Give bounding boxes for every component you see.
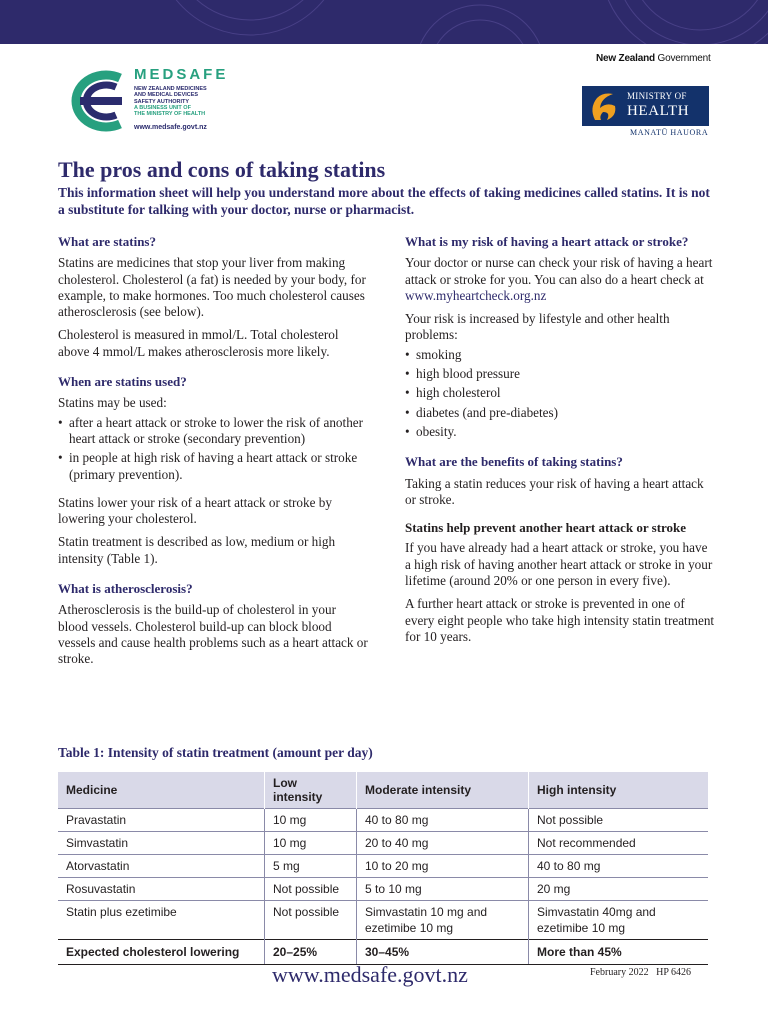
bullet-list [58,415,368,483]
table-row [58,878,708,901]
paragraph: Your risk is increased by lifestyle and other health problems: [405,311,670,343]
table-cell: Atorvastatin [58,855,265,878]
paragraph: Cholesterol is measured in mmol/L. Total cholesterol above 4 mmol/L makes atherosclerosis more likely. [58,327,339,359]
benefits-heading: What are the benefits of taking statins? [405,454,623,470]
table-cell: Simvastatin 10 mg and ezetimibe 10 mg [357,901,529,940]
table-cell: Statin plus ezetimibe [58,901,265,940]
myheartcheck-link[interactable]: www.myheartcheck.org.nz [405,287,547,303]
paragraph: Statins may be used: [58,395,167,411]
paragraph: A further heart attack or stroke is prevented in one of every eight people who take high intensity statin treatment for 10 years. [405,596,715,644]
table-cell: 10 mg [265,832,357,855]
intro-text: This information sheet will help you understand more about the effects of taking medicines called statins. It is not a substitute for talking with your doctor, nurse or pharmacist. [58,185,710,217]
table-cell: 20–25% [265,940,357,965]
table-cell: Simvastatin [58,832,265,855]
right-column [405,234,715,652]
table-cell: 20 to 40 mg [357,832,529,855]
table-cell: Pravastatin [58,809,265,832]
prevent-subheading: Statins help prevent another heart attack or stroke [405,520,687,536]
bullet-list [405,347,715,440]
column-header: High intensity [529,772,709,809]
table-row [58,855,708,878]
paragraph: Your doctor or nurse can check your risk of having a heart attack or stroke for you. You can also do a heart check at www.myheartcheck.org.nz [405,255,713,303]
list-item: • high cholesterol [405,385,715,401]
column-header: Low intensity [265,772,357,809]
list-item: • smoking [405,347,715,363]
left-column [58,234,368,675]
table-footer-row [58,940,708,965]
paragraph: Statins are medicines that stop your liver from making cholesterol. Cholesterol (a fat) is needed by your body, for example, to make hormones. Too much cholesterol causes atherosclerosis (see below). [58,255,366,320]
list-item: • obesity. [405,424,715,440]
table-cell: More than 45% [529,940,709,965]
table-cell: 30–45% [357,940,529,965]
medsafe-subtitle: NEW ZEALAND MEDICINES AND MEDICAL DEVICES SAFETY AUTHORITY A BUSINESS UNIT OF THE MINISTRY OF HEALTH [134,86,207,118]
table-row [58,809,708,832]
table-cell: Simvastatin 40mg and ezetimibe 10 mg [529,901,709,940]
table-row [58,832,708,855]
table-title: Table 1: Intensity of statin treatment (amount per day) [58,745,373,760]
table-row [58,901,708,940]
risk-heading: What is my risk of having a heart attack or stroke? [405,234,689,249]
banner-swirl-decoration [0,0,768,44]
table-cell: Expected cholesterol lowering [58,940,265,965]
medsafe-wordmark: MEDSAFE [134,66,229,83]
footer-url-link[interactable]: www.medsafe.govt.nz [272,962,468,987]
paragraph: Taking a statin reduces your risk of having a heart attack or stroke. [405,475,704,507]
list-item: • in people at high risk of having a heart attack or stroke (primary prevention). [58,450,368,483]
table-cell: Not recommended [529,832,709,855]
header-banner [0,0,768,44]
table-cell: 20 mg [529,878,709,901]
when-are-statins-used-heading: When are statins used? [58,374,187,390]
atherosclerosis-heading: What is atherosclerosis? [58,581,193,597]
footer-code: HP 6426 [656,967,692,978]
table-cell: Rosuvastatin [58,878,265,901]
table-cell: 5 to 10 mg [357,878,529,901]
what-are-statins-heading: What are statins? [58,234,156,249]
table-cell: 10 mg [265,809,357,832]
list-item: • high blood pressure [405,366,715,382]
nz-government-logo: New Zealand Government [596,53,711,64]
footer-meta [590,967,691,978]
table-cell: Not possible [529,809,709,832]
column-header: Medicine [58,772,265,809]
table-cell: Not possible [265,878,357,901]
moh-line2: HEALTH [627,103,690,119]
medsafe-logo[interactable] [60,66,260,136]
table-cell: 10 to 20 mg [357,855,529,878]
column-header: Moderate intensity [357,772,529,809]
ministry-emblem-icon [587,90,621,122]
table-cell: Not possible [265,901,357,940]
page-title: The pros and cons of taking statins [58,157,386,182]
table-cell: 40 to 80 mg [357,809,529,832]
list-item: • diabetes (and pre-diabetes) [405,405,715,421]
statin-intensity-table [58,772,708,965]
medsafe-emblem-icon [60,70,132,132]
paragraph: Atherosclerosis is the build-up of cholesterol in your blood vessels. Cholesterol build-up can block blood vessels and cause health problems such as a heart attack or stroke. [58,602,368,667]
medsafe-url[interactable]: www.medsafe.govt.nz [134,124,207,131]
footer-date: February 2022 [590,967,649,978]
paragraph: Statins lower your risk of a heart attack or stroke by lowering your cholesterol. [58,494,332,527]
table-header-row [58,772,708,809]
paragraph: If you have already had a heart attack or stroke, you have a high risk of having another heart attack or stroke in your lifetime (around 20% or one person in every five). [405,540,713,589]
list-item: • after a heart attack or stroke to lower the risk of another heart attack or stroke (secondary prevention) [58,415,368,448]
moh-subtitle: MANATŪ HAUORA [630,128,709,137]
ministry-of-health-logo [582,86,709,126]
table-cell: 5 mg [265,855,357,878]
moh-line1: MINISTRY OF [627,91,687,101]
table-cell: 40 to 80 mg [529,855,709,878]
paragraph: Statin treatment is described as low, medium or high intensity (Table 1). [58,534,336,566]
